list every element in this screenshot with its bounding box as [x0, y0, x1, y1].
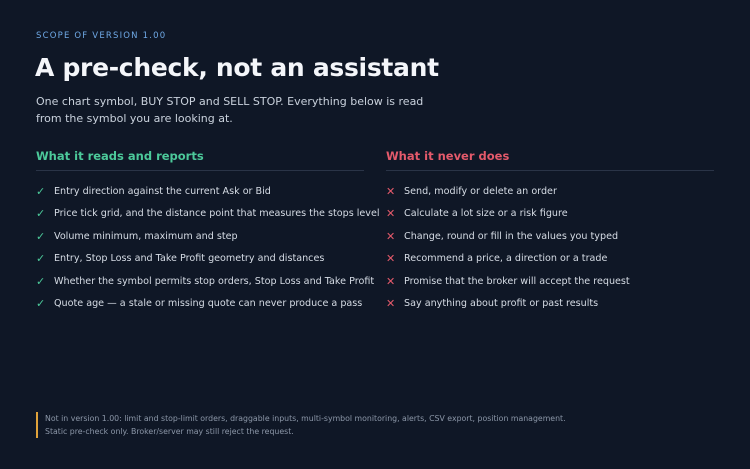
reads-heading: What it reads and reports — [36, 149, 364, 171]
cross-icon: ✕ — [386, 184, 396, 198]
list-item — [386, 293, 714, 316]
list-item — [386, 270, 714, 293]
page-title: A pre-check, not an assistant — [35, 53, 439, 82]
list-item — [36, 180, 364, 203]
footnote-disclaimer-line: Static pre-check only. Broker/server may still reject the request. — [45, 427, 294, 436]
list-item — [36, 225, 364, 248]
list-item-text: Send, modify or delete an order — [404, 185, 557, 197]
footnote-scope-line: Not in version 1.00: limit and stop-limit orders, draggable inputs, multi-symbol monitoring, alerts, CSV export, position management. — [45, 414, 566, 423]
list-item-text: Calculate a lot size or a risk figure — [404, 208, 568, 220]
check-icon: ✓ — [36, 252, 46, 266]
never-list — [386, 180, 714, 315]
reads-list — [36, 180, 380, 315]
never-column — [386, 149, 714, 315]
list-item-text: Entry direction against the current Ask or Bid — [54, 185, 271, 197]
cross-icon: ✕ — [386, 274, 396, 288]
list-item-text: Recommend a price, a direction or a trade — [404, 253, 608, 265]
check-icon: ✓ — [36, 274, 46, 288]
check-icon: ✓ — [36, 297, 46, 311]
check-icon: ✓ — [36, 207, 46, 221]
cross-icon: ✕ — [386, 252, 396, 266]
list-item — [386, 203, 714, 226]
list-item — [386, 248, 714, 271]
list-item-text: Volume minimum, maximum and step — [54, 230, 238, 242]
list-item-text: Price tick grid, and the distance point that measures the stops level — [54, 208, 380, 220]
cross-icon: ✕ — [386, 297, 396, 311]
lede-text: One chart symbol, BUY STOP and SELL STOP. Everything below is read from the symbol you are looking at. — [36, 95, 424, 125]
list-item — [36, 293, 364, 316]
reads-column — [36, 149, 380, 315]
list-item — [36, 248, 364, 271]
list-item — [36, 203, 380, 226]
cross-icon: ✕ — [386, 229, 396, 243]
list-item-text: Quote age — a stale or missing quote can never produce a pass — [54, 298, 363, 310]
cross-icon: ✕ — [386, 207, 396, 221]
check-icon: ✓ — [36, 184, 46, 198]
list-item — [36, 270, 375, 293]
never-heading: What it never does — [386, 149, 714, 171]
footnote — [36, 412, 566, 438]
list-item — [386, 180, 714, 203]
check-icon: ✓ — [36, 229, 46, 243]
list-item-text: Whether the symbol permits stop orders, Stop Loss and Take Profit — [54, 275, 375, 287]
list-item-text: Change, round or fill in the values you typed — [404, 230, 619, 242]
list-item-text: Say anything about profit or past results — [404, 298, 599, 310]
list-item-text: Entry, Stop Loss and Take Profit geometry and distances — [54, 253, 325, 265]
list-item — [386, 225, 714, 248]
list-item-text: Promise that the broker will accept the request — [404, 275, 630, 287]
eyebrow-label: SCOPE OF VERSION 1.00 — [36, 31, 167, 41]
